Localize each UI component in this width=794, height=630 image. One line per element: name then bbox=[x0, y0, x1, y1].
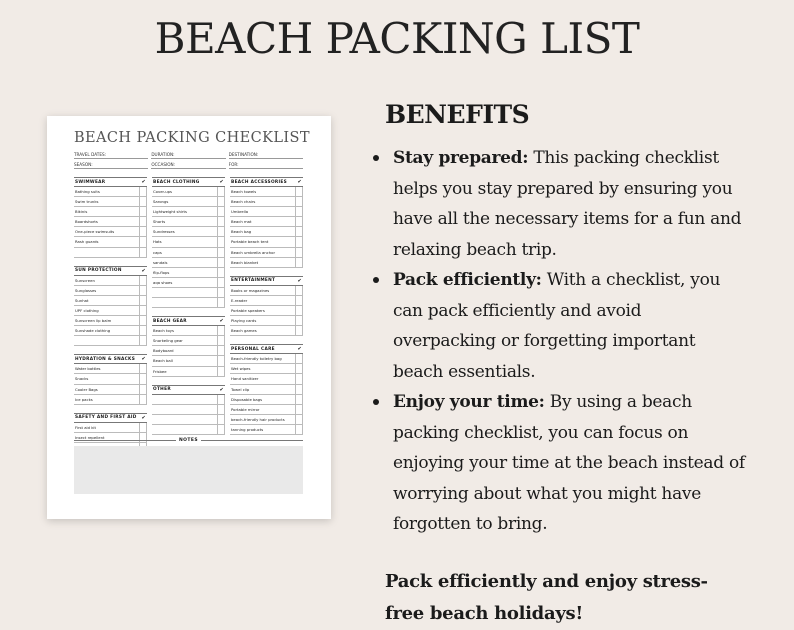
section-header bbox=[152, 177, 225, 187]
section-header bbox=[230, 344, 303, 354]
checklist-item bbox=[230, 395, 303, 405]
item-checkbox[interactable] bbox=[295, 415, 303, 424]
item-label: Swim trunks bbox=[75, 199, 99, 205]
section-header bbox=[230, 276, 303, 286]
item-checkbox[interactable] bbox=[295, 326, 303, 335]
item-label: Insect repellent bbox=[75, 434, 105, 440]
checklist-item bbox=[230, 354, 303, 364]
item-label: aqa shoes bbox=[153, 279, 173, 285]
checklist-meta bbox=[74, 149, 303, 169]
item-checkbox[interactable] bbox=[295, 395, 303, 404]
item-label: One-piece swimsuits bbox=[75, 229, 115, 235]
item-label: Beach toys bbox=[153, 328, 175, 334]
checklist-item bbox=[74, 276, 147, 286]
blank-line bbox=[152, 395, 225, 405]
section-title: SUN PROTECTION bbox=[75, 268, 122, 274]
checklist-item bbox=[74, 326, 147, 336]
checklist-item bbox=[230, 415, 303, 425]
checklist-item bbox=[230, 385, 303, 395]
check-icon: ✔ bbox=[141, 267, 146, 274]
section-title: PERSONAL CARE bbox=[231, 346, 275, 352]
bullet-icon bbox=[373, 399, 379, 405]
item-checkbox[interactable] bbox=[295, 286, 303, 295]
item-label: Beach blanket bbox=[231, 259, 259, 265]
item-checkbox[interactable] bbox=[295, 354, 303, 363]
section-title: ENTERTAINMENT bbox=[231, 278, 276, 284]
checklist-item bbox=[230, 364, 303, 374]
checklist-section bbox=[152, 316, 225, 376]
benefit-text: This packing checklist helps you stay prepared by ensuring you have all the necessary items for a fun and relaxing beach trip. bbox=[393, 148, 742, 260]
checklist-item bbox=[74, 187, 147, 197]
checklist-section bbox=[74, 177, 147, 258]
item-label: sandals bbox=[153, 259, 168, 265]
item-checkbox[interactable] bbox=[139, 316, 147, 325]
section-title: BEACH ACCESSORIES bbox=[231, 179, 288, 185]
checklist-item bbox=[74, 296, 147, 306]
item-label: Bathing suits bbox=[75, 189, 100, 194]
benefit-heading: Enjoy your time: bbox=[393, 392, 545, 412]
benefit-item bbox=[385, 265, 745, 387]
checklist-item bbox=[230, 248, 303, 258]
item-checkbox[interactable] bbox=[139, 187, 147, 196]
blank-line bbox=[152, 405, 225, 415]
checklist-column bbox=[152, 177, 225, 461]
item-checkbox[interactable] bbox=[139, 423, 147, 432]
meta-occasion: OCCASION: bbox=[151, 159, 225, 169]
check-icon: ✔ bbox=[297, 277, 302, 284]
item-label: Bodyboard bbox=[153, 348, 174, 354]
item-label: Hand sanitizer bbox=[231, 376, 259, 382]
item-checkbox[interactable] bbox=[139, 395, 147, 404]
item-label: Sunscreen lip balm bbox=[75, 318, 112, 324]
section-header bbox=[152, 385, 225, 395]
blank-line bbox=[152, 415, 225, 425]
checklist-item bbox=[230, 326, 303, 336]
item-label: Cover-ups bbox=[153, 189, 173, 194]
check-icon: ✔ bbox=[297, 346, 302, 353]
item-checkbox[interactable] bbox=[217, 278, 225, 287]
item-checkbox[interactable] bbox=[217, 298, 225, 307]
checklist-item bbox=[74, 286, 147, 296]
item-checkbox[interactable] bbox=[295, 197, 303, 206]
item-label: Bikinis bbox=[75, 209, 88, 215]
item-label: Umbrella bbox=[231, 209, 249, 215]
meta-travel-dates: TRAVEL DATES: bbox=[74, 149, 148, 159]
section-header bbox=[74, 413, 147, 423]
item-checkbox[interactable] bbox=[217, 197, 225, 206]
benefit-item bbox=[385, 387, 745, 540]
item-label: Hats bbox=[153, 239, 162, 245]
item-label: Snorkeling gear bbox=[153, 338, 183, 344]
item-checkbox[interactable] bbox=[217, 405, 225, 414]
section-header bbox=[152, 316, 225, 326]
item-label: First aid kit bbox=[75, 424, 96, 430]
item-label: Rash guards bbox=[75, 239, 99, 245]
checklist-item bbox=[74, 207, 147, 217]
item-checkbox[interactable] bbox=[217, 425, 225, 434]
item-checkbox[interactable] bbox=[217, 288, 225, 297]
item-checkbox[interactable] bbox=[295, 207, 303, 216]
checklist-item bbox=[74, 374, 147, 384]
item-label: Beach chairs bbox=[231, 199, 256, 205]
item-checkbox[interactable] bbox=[295, 296, 303, 305]
checklist-section bbox=[230, 177, 303, 268]
item-checkbox[interactable] bbox=[295, 306, 303, 315]
item-label: Snacks bbox=[75, 376, 89, 382]
checklist-item bbox=[230, 217, 303, 227]
item-label: Portable beach tent bbox=[231, 239, 269, 245]
section-header bbox=[230, 177, 303, 187]
checklist-item bbox=[230, 286, 303, 296]
item-checkbox[interactable] bbox=[295, 258, 303, 267]
notes-label: NOTES bbox=[179, 438, 198, 443]
section-header bbox=[74, 354, 147, 364]
item-label: Portable speakers bbox=[231, 307, 265, 313]
item-checkbox[interactable] bbox=[139, 296, 147, 305]
item-checkbox[interactable] bbox=[217, 248, 225, 257]
item-label: Portable mirror bbox=[231, 406, 260, 412]
item-label: Beach mat bbox=[231, 219, 252, 225]
checklist-column bbox=[230, 177, 303, 461]
checklist-item bbox=[74, 316, 147, 326]
item-checkbox[interactable] bbox=[139, 237, 147, 246]
checklist-item bbox=[74, 217, 147, 227]
checklist-item bbox=[74, 197, 147, 207]
checklist-section bbox=[230, 276, 303, 336]
benefit-item bbox=[385, 143, 745, 265]
item-checkbox[interactable] bbox=[217, 356, 225, 365]
meta-destination: DESTINATION: bbox=[229, 149, 303, 159]
checklist-item bbox=[152, 237, 225, 247]
item-label: Shorts bbox=[153, 219, 166, 225]
checklist-item bbox=[230, 197, 303, 207]
item-label: Playing cards bbox=[231, 318, 257, 324]
checklist-item bbox=[230, 296, 303, 306]
benefits-title: BENEFITS bbox=[385, 100, 530, 129]
item-checkbox[interactable] bbox=[139, 227, 147, 236]
item-checkbox[interactable] bbox=[217, 395, 225, 404]
item-checkbox[interactable] bbox=[295, 248, 303, 257]
meta-duration: DURATION: bbox=[151, 149, 225, 159]
check-icon: ✔ bbox=[219, 179, 224, 185]
page-title: BEACH PACKING LIST bbox=[154, 14, 640, 63]
item-label: Disposable bags bbox=[231, 396, 263, 402]
closing-tagline: Pack efficiently and enjoy stress-free beach holidays! bbox=[385, 570, 708, 624]
item-label: Cooler Bags bbox=[75, 386, 98, 392]
checklist-item bbox=[152, 336, 225, 346]
checklist-item bbox=[230, 227, 303, 237]
section-title: SWIMWEAR bbox=[75, 179, 106, 185]
item-checkbox[interactable] bbox=[217, 227, 225, 236]
item-checkbox[interactable] bbox=[295, 316, 303, 325]
checklist-item bbox=[230, 316, 303, 326]
benefit-heading: Pack efficiently: bbox=[393, 270, 542, 290]
item-checkbox[interactable] bbox=[139, 336, 147, 345]
checklist-item bbox=[230, 237, 303, 247]
item-checkbox[interactable] bbox=[139, 248, 147, 257]
item-checkbox[interactable] bbox=[295, 187, 303, 196]
item-checkbox[interactable] bbox=[139, 207, 147, 216]
check-icon: ✔ bbox=[297, 179, 302, 185]
item-checkbox[interactable] bbox=[217, 258, 225, 267]
item-checkbox[interactable] bbox=[139, 217, 147, 226]
item-label: Books or magazines bbox=[231, 287, 270, 293]
blank-line bbox=[74, 336, 147, 346]
item-checkbox[interactable] bbox=[217, 415, 225, 424]
check-icon: ✔ bbox=[141, 356, 146, 363]
item-label: Sarongs bbox=[153, 199, 169, 205]
item-label: Sunscreen bbox=[75, 277, 95, 283]
check-icon: ✔ bbox=[219, 318, 224, 325]
checklist-item bbox=[152, 248, 225, 258]
checklist-item bbox=[74, 395, 147, 405]
item-checkbox[interactable] bbox=[295, 425, 303, 434]
notes-box bbox=[74, 446, 303, 494]
item-label: Beach games bbox=[231, 328, 257, 334]
checklist-item bbox=[152, 346, 225, 356]
checklist-item bbox=[152, 268, 225, 278]
item-label: Sundresses bbox=[153, 229, 175, 235]
checklist-preview bbox=[47, 116, 331, 519]
checklist-item bbox=[74, 237, 147, 247]
item-label: E-reader bbox=[231, 297, 248, 303]
item-checkbox[interactable] bbox=[217, 326, 225, 335]
item-checkbox[interactable] bbox=[217, 336, 225, 345]
checklist-item bbox=[152, 227, 225, 237]
checklist-item bbox=[230, 425, 303, 435]
item-checkbox[interactable] bbox=[295, 374, 303, 383]
blank-line bbox=[152, 288, 225, 298]
meta-for: FOR: bbox=[229, 159, 303, 169]
section-title: OTHER bbox=[153, 387, 171, 393]
notes-section bbox=[74, 438, 303, 494]
item-checkbox[interactable] bbox=[295, 237, 303, 246]
item-checkbox[interactable] bbox=[139, 385, 147, 394]
blank-line bbox=[152, 298, 225, 308]
item-label: Towel clip bbox=[231, 386, 250, 392]
benefit-text: By using a beach packing checklist, you can focus on enjoying your time at the beach instead of worrying about what you might have forgotten to bring. bbox=[393, 392, 745, 534]
item-label: Beach bag bbox=[231, 229, 252, 235]
checklist-item bbox=[230, 405, 303, 415]
item-checkbox[interactable] bbox=[139, 197, 147, 206]
item-label: Beach-friendly toiletry bag bbox=[231, 356, 282, 362]
item-checkbox[interactable] bbox=[295, 385, 303, 394]
item-checkbox[interactable] bbox=[139, 286, 147, 295]
item-label: Ice packs bbox=[75, 396, 93, 402]
meta-season: SEASON: bbox=[74, 159, 148, 169]
checklist-column bbox=[74, 177, 147, 461]
checklist-section bbox=[74, 354, 147, 404]
check-icon: ✔ bbox=[141, 414, 146, 421]
item-label: UPF clothing bbox=[75, 307, 99, 313]
checklist-item bbox=[74, 423, 147, 433]
section-header bbox=[74, 177, 147, 187]
item-label: tanning products bbox=[231, 426, 264, 432]
item-checkbox[interactable] bbox=[139, 306, 147, 315]
check-icon: ✔ bbox=[219, 386, 224, 393]
checklist-item bbox=[230, 207, 303, 217]
checklist-item bbox=[152, 356, 225, 366]
benefit-heading: Stay prepared: bbox=[393, 148, 529, 168]
checklist-section bbox=[152, 177, 225, 308]
item-label: Frisbee bbox=[153, 368, 167, 374]
benefits-panel bbox=[385, 100, 745, 630]
item-checkbox[interactable] bbox=[139, 326, 147, 335]
item-checkbox[interactable] bbox=[217, 207, 225, 216]
section-title: BEACH CLOTHING bbox=[153, 179, 200, 185]
item-checkbox[interactable] bbox=[217, 367, 225, 376]
item-checkbox[interactable] bbox=[217, 187, 225, 196]
checklist-item bbox=[152, 367, 225, 377]
bullet-icon bbox=[373, 155, 379, 161]
item-checkbox[interactable] bbox=[217, 217, 225, 226]
checklist-item bbox=[152, 278, 225, 288]
checklist-item bbox=[74, 306, 147, 316]
item-checkbox[interactable] bbox=[295, 217, 303, 226]
item-label: Boardshorts bbox=[75, 219, 98, 225]
checklist-item bbox=[230, 258, 303, 268]
checklist-item bbox=[74, 364, 147, 374]
item-checkbox[interactable] bbox=[295, 227, 303, 236]
blank-line bbox=[152, 425, 225, 435]
checklist-item bbox=[152, 326, 225, 336]
item-checkbox[interactable] bbox=[139, 364, 147, 373]
section-title: SAFETY AND FIRST AID bbox=[75, 415, 137, 421]
section-title: HYDRATION & SNACKS bbox=[75, 356, 136, 362]
item-label: Beach towels bbox=[231, 189, 257, 194]
checklist-item bbox=[74, 227, 147, 237]
item-label: Wet wipes bbox=[231, 366, 251, 372]
checklist-item bbox=[152, 197, 225, 207]
checklist-item bbox=[230, 187, 303, 197]
item-label: Sunglasses bbox=[75, 287, 97, 293]
item-label: beach-friendly hair products bbox=[231, 416, 285, 422]
checklist-title: BEACH PACKING CHECKLIST bbox=[74, 130, 310, 146]
checklist-item bbox=[152, 217, 225, 227]
blank-line bbox=[74, 248, 147, 258]
checklist-item bbox=[152, 258, 225, 268]
checklist-section bbox=[74, 266, 147, 347]
item-label: Lightweight shirts bbox=[153, 209, 187, 215]
checklist-item bbox=[152, 187, 225, 197]
checklist-item bbox=[74, 385, 147, 395]
checklist-item bbox=[152, 207, 225, 217]
item-checkbox[interactable] bbox=[295, 405, 303, 414]
item-checkbox[interactable] bbox=[295, 364, 303, 373]
item-label: flip-flops bbox=[153, 269, 170, 275]
checklist-columns bbox=[74, 177, 303, 461]
item-checkbox[interactable] bbox=[139, 374, 147, 383]
item-checkbox[interactable] bbox=[217, 346, 225, 355]
item-checkbox[interactable] bbox=[139, 276, 147, 285]
checklist-section bbox=[152, 385, 225, 435]
item-label: caps bbox=[153, 249, 162, 255]
benefit-text: With a checklist, you can pack efficiently and avoid overpacking or forgetting important beach essentials. bbox=[393, 270, 721, 382]
item-label: Beach ball bbox=[153, 358, 173, 364]
check-icon: ✔ bbox=[141, 179, 146, 185]
checklist-item bbox=[230, 306, 303, 316]
bullet-icon bbox=[373, 277, 379, 283]
item-checkbox[interactable] bbox=[217, 237, 225, 246]
item-label: Sunhat bbox=[75, 297, 89, 303]
item-label: Water bottles bbox=[75, 366, 101, 372]
checklist-section bbox=[230, 344, 303, 435]
item-checkbox[interactable] bbox=[217, 268, 225, 277]
item-label: Sunshade clothing bbox=[75, 328, 111, 334]
checklist-item bbox=[230, 374, 303, 384]
section-title: BEACH GEAR bbox=[153, 318, 187, 324]
item-label: Beach umbrella anchor bbox=[231, 249, 276, 255]
section-header bbox=[74, 266, 147, 276]
